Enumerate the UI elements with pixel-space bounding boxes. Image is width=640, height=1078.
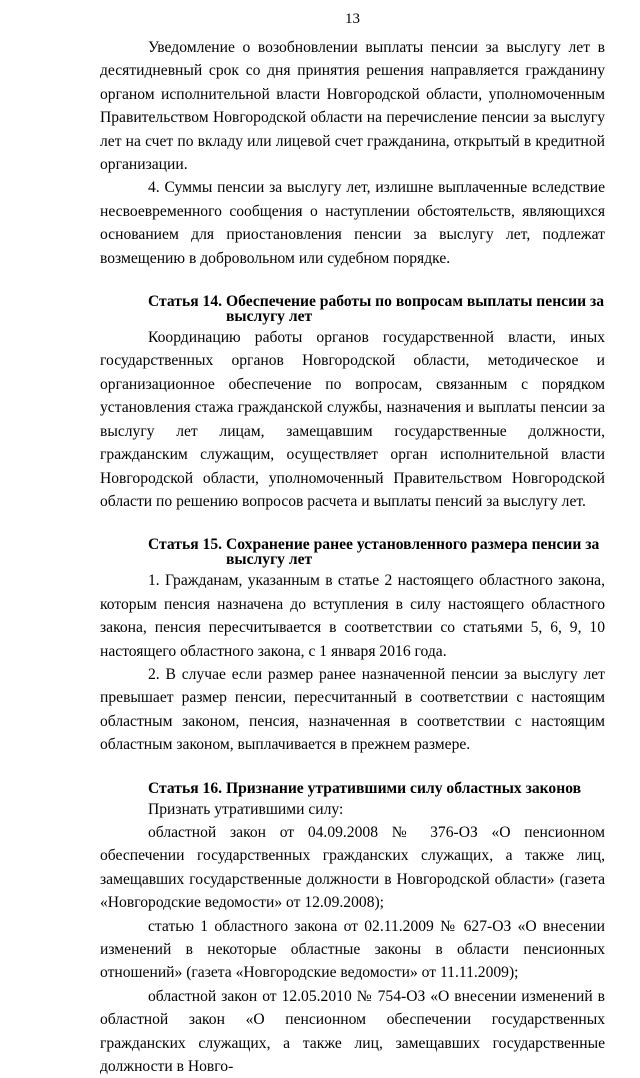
article-number: Статья 16.: [148, 779, 223, 797]
document-page: [100, 0, 605, 1076]
paragraph: статью 1 областного закона от 02.11.2009 № 627-ОЗ «О внесении изменений в некоторые областные законы в области пенсионных отношений» (газета «Новгородские ведомости» от 11.11.2009);: [100, 917, 605, 982]
paragraph: областной закон от 12.05.2010 № 754-ОЗ «О внесении изменений в областной закон «О пенсионном обеспечении государственных гражданских служащих, а также лиц, замещавших государственные должности в Новго-: [100, 987, 605, 1076]
article-number: Статья 15.: [148, 536, 223, 554]
article-heading: [100, 537, 605, 567]
paragraph: 1. Гражданам, указанным в статье 2 настоящего областного закона, которым пенсия назначена до вступления в силу настоящего областного закона, пенсия пересчитывается в соответствии со статьями 5, 6, 9, 10 настоящего областного закона, с 1 января 2016 года.: [100, 572, 605, 660]
article-title: Обеспечение работы по вопросам выплаты пенсии за выслугу лет: [226, 293, 605, 326]
document-body: [100, 36, 605, 1078]
paragraph: Признать утратившими силу:: [148, 800, 344, 818]
paragraph: 4. Суммы пенсии за выслугу лет, излишне выплаченные вследствие несвоевременного сообщения о наступлении обстоятельств, являющихся основанием для приостановления пенсии за выслугу лет, подлежат возмещению в добровольном или судебном порядке.: [100, 179, 605, 267]
article-heading: [100, 294, 605, 324]
paragraph: Координацию работы органов государственной власти, иных государственных органов Новгородской области, методическое и организационное обеспечение по вопросам, связанным с порядком установления стажа гражданской службы, назначения и выплаты пенсии за выслугу лет лицам, замещавшим государственные должности, гражданским служащим, осуществляет орган исполнительной власти Новгородской области, уполномоченный Правительством Новгородской области по решению вопросов расчета и выплаты пенсий за выслугу лет.: [100, 329, 605, 510]
article-number: Статья 14.: [148, 293, 223, 311]
paragraph: областной закон от 04.09.2008 № 376-ОЗ «О пенсионном обеспечении государственных гражданских служащих, а также лиц, замещавших государственные должности в Новгородской области» (газета «Новгородские ведомости» от 12.09.2008);: [100, 823, 605, 912]
paragraph: Уведомление о возобновлении выплаты пенсии за выслугу лет в десятидневный срок со дня принятия решения направляется гражданину органом исполнительной власти Новгородской области, уполномоченным Правительством Новгородской области на перечисление пенсии за выслугу лет на счет по вкладу или лицевой счет гражданина, открытый в кредитной организации.: [100, 39, 605, 174]
paragraph: 2. В случае если размер ранее назначенной пенсии за выслугу лет превышает размер пенсии, пересчитанный в соответствии с настоящим областным законом, пенсия, назначенная в соответствии с настоящим областным законом, выплачивается в прежнем размере.: [100, 665, 605, 754]
article-title: Сохранение ранее установленного размера пенсии за выслугу лет: [226, 536, 600, 569]
article-title: Признание утратившими силу областных законов: [226, 779, 582, 797]
article-heading: [100, 781, 605, 796]
page-number: 13: [345, 11, 360, 27]
